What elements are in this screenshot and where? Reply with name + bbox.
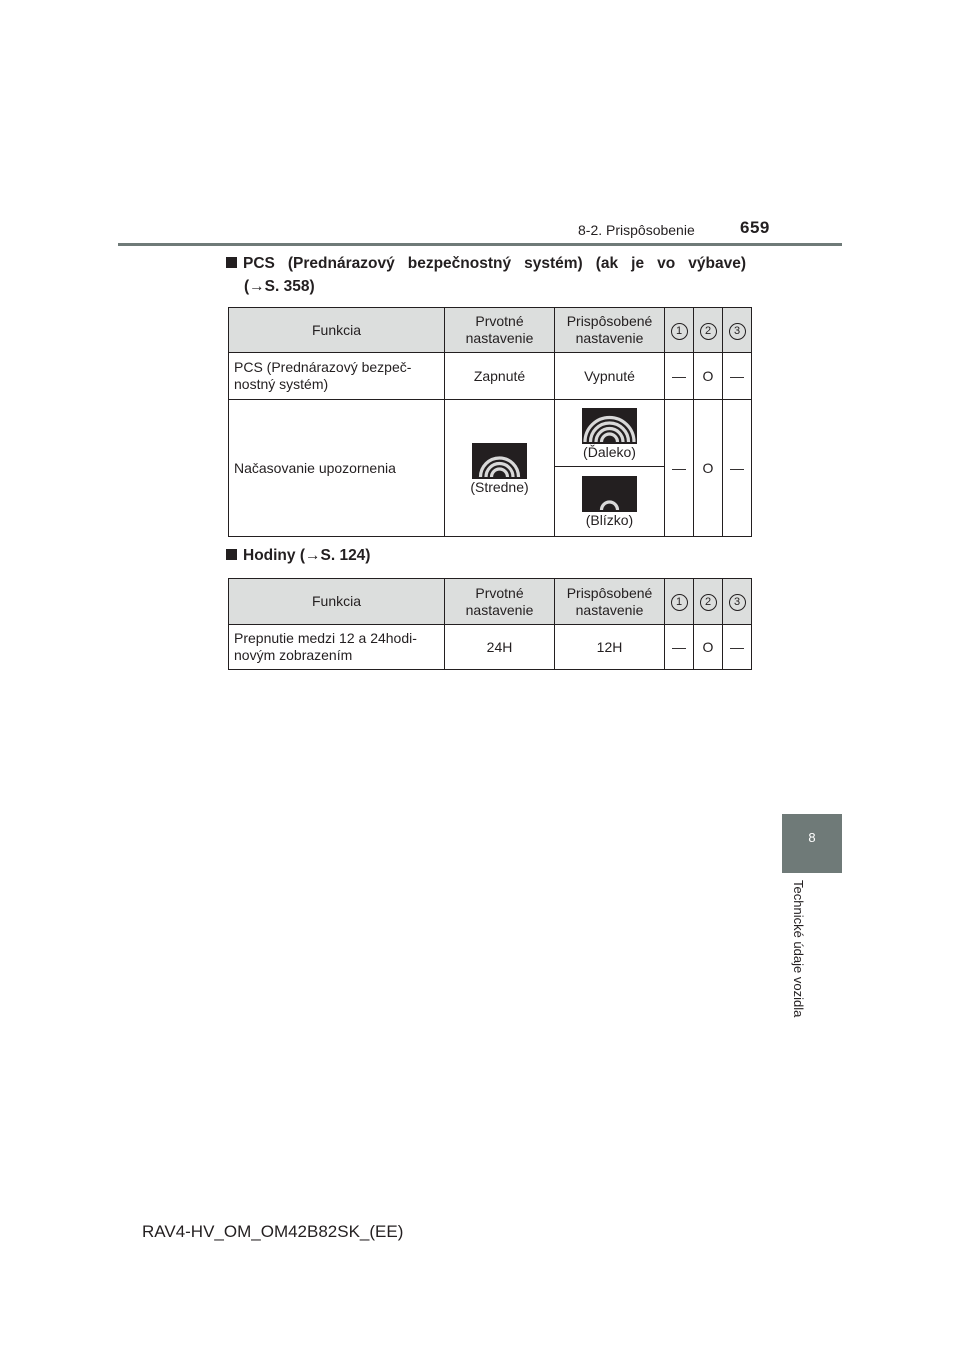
cell-mode-1: —	[665, 353, 694, 400]
cell-function: Načasovanie upozornenia	[229, 400, 445, 537]
cell-mode-2: O	[694, 400, 723, 537]
section-heading-pcs-ref: (→S. 358)	[244, 278, 315, 295]
warning-timing-middle-icon	[472, 443, 527, 479]
header-custom: Prispôsobené nastavenie	[555, 308, 665, 353]
header-mode-2: 2	[694, 579, 723, 625]
warning-timing-far-icon	[582, 408, 637, 444]
header-default: Prvotné nastavenie	[445, 308, 555, 353]
table-row	[229, 400, 752, 467]
header-default: Prvotné nastavenie	[445, 579, 555, 625]
cell-custom: Vypnuté	[555, 353, 665, 400]
header-mode-2: 2	[694, 308, 723, 353]
header-function: Funkcia	[229, 308, 445, 353]
cell-function: PCS (Prednárazový bezpeč- nostný systém)	[229, 353, 445, 400]
chapter-number: 8	[808, 830, 816, 845]
cell-custom-far	[555, 400, 665, 467]
chapter-tab[interactable]	[782, 814, 842, 873]
header-mode-3: 3	[723, 579, 752, 625]
cell-default	[445, 400, 555, 537]
header-mode-1: 1	[665, 579, 694, 625]
cell-custom: 12H	[555, 625, 665, 670]
header-mode-1: 1	[665, 308, 694, 353]
document-code: RAV4-HV_OM_OM42B82SK_(EE)	[142, 1222, 404, 1241]
header-mode-3: 3	[723, 308, 752, 353]
section-heading-clock: Hodiny (→S. 124)	[226, 547, 370, 565]
cell-mode-1: —	[665, 400, 694, 537]
cell-default: 24H	[445, 625, 555, 670]
warning-timing-near-icon	[582, 476, 637, 512]
table-row	[229, 353, 752, 400]
header-rule	[118, 243, 842, 246]
cell-mode-2: O	[694, 353, 723, 400]
caption-middle: (Stredne)	[470, 478, 529, 495]
chapter-label: Technické údaje vozidla	[791, 880, 806, 1018]
clock-settings-table	[228, 578, 752, 670]
cell-mode-2: O	[694, 625, 723, 670]
bullet-square-icon	[226, 549, 237, 560]
page-number: 659	[740, 218, 770, 237]
caption-far: (Ďaleko)	[583, 443, 636, 460]
bullet-square-icon	[226, 257, 237, 268]
cell-mode-3: —	[723, 353, 752, 400]
header-custom: Prispôsobené nastavenie	[555, 579, 665, 625]
section-heading-pcs: PCS (Prednárazový bezpečnostný systém) (ak je vo výbave)	[226, 255, 746, 273]
caption-near: (Blízko)	[585, 512, 634, 528]
cell-mode-3: —	[723, 400, 752, 537]
cell-custom-near	[555, 467, 665, 537]
pcs-settings-table	[228, 307, 752, 537]
cell-mode-3: —	[723, 625, 752, 670]
table-row	[229, 625, 752, 670]
cell-default: Zapnuté	[445, 353, 555, 400]
header-function: Funkcia	[229, 579, 445, 625]
cell-function: Prepnutie medzi 12 a 24hodi- novým zobrazením	[229, 625, 445, 670]
section-title: 8-2. Prispôsobenie	[578, 222, 695, 238]
cell-mode-1: —	[665, 625, 694, 670]
